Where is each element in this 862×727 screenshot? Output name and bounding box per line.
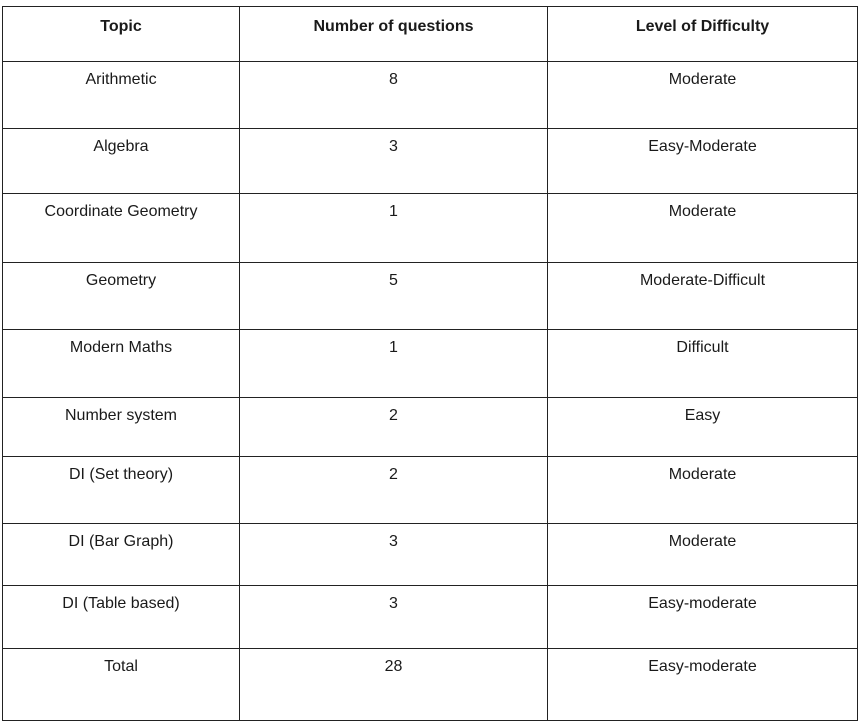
- cell-difficulty: Difficult: [548, 330, 858, 398]
- cell-topic: Number system: [3, 398, 240, 457]
- cell-difficulty: Easy-moderate: [548, 586, 858, 649]
- cell-topic: DI (Set theory): [3, 457, 240, 524]
- topics-table: [2, 6, 858, 721]
- table-row: [3, 129, 858, 194]
- table-header: [3, 7, 858, 62]
- cell-questions: 1: [240, 330, 548, 398]
- cell-difficulty: Moderate: [548, 194, 858, 263]
- cell-questions: 2: [240, 398, 548, 457]
- cell-topic: Modern Maths: [3, 330, 240, 398]
- header-level-of-difficulty: Level of Difficulty: [548, 7, 858, 62]
- table-row: [3, 62, 858, 129]
- cell-difficulty: Easy: [548, 398, 858, 457]
- cell-topic: Algebra: [3, 129, 240, 194]
- cell-questions: 3: [240, 129, 548, 194]
- cell-topic: Coordinate Geometry: [3, 194, 240, 263]
- cell-questions: 28: [240, 649, 548, 721]
- table-row: [3, 524, 858, 586]
- cell-questions: 3: [240, 586, 548, 649]
- cell-questions: 2: [240, 457, 548, 524]
- cell-topic: DI (Table based): [3, 586, 240, 649]
- header-row: [3, 7, 858, 62]
- cell-questions: 8: [240, 62, 548, 129]
- cell-topic: DI (Bar Graph): [3, 524, 240, 586]
- cell-topic: Arithmetic: [3, 62, 240, 129]
- cell-questions: 5: [240, 263, 548, 330]
- header-number-of-questions: Number of questions: [240, 7, 548, 62]
- cell-difficulty: Moderate: [548, 457, 858, 524]
- cell-difficulty: Moderate-Difficult: [548, 263, 858, 330]
- table-row: [3, 263, 858, 330]
- table-row: [3, 398, 858, 457]
- table-row: [3, 194, 858, 263]
- cell-topic: Total: [3, 649, 240, 721]
- cell-questions: 1: [240, 194, 548, 263]
- table-row: [3, 330, 858, 398]
- cell-difficulty: Easy-moderate: [548, 649, 858, 721]
- table-row: [3, 457, 858, 524]
- table-body: [3, 62, 858, 721]
- cell-difficulty: Moderate: [548, 62, 858, 129]
- header-topic: Topic: [3, 7, 240, 62]
- cell-difficulty: Moderate: [548, 524, 858, 586]
- cell-topic: Geometry: [3, 263, 240, 330]
- table-row-total: [3, 649, 858, 721]
- cell-difficulty: Easy-Moderate: [548, 129, 858, 194]
- table-row: [3, 586, 858, 649]
- cell-questions: 3: [240, 524, 548, 586]
